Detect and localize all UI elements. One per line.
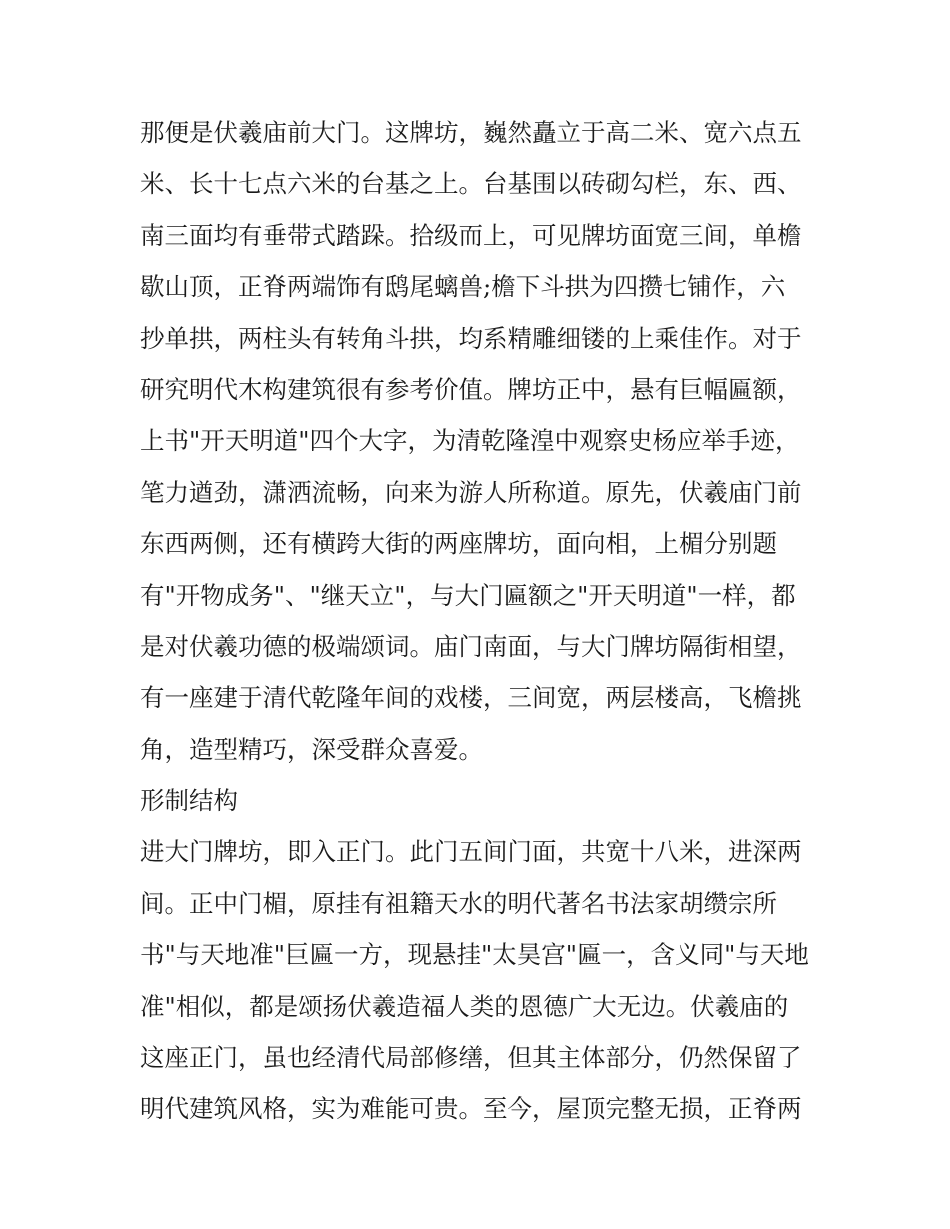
text-line: 米、长十七点六米的台基之上。台基围以砖砌勾栏，东、西、 <box>140 169 802 199</box>
text-line: 进大门牌坊，即入正门。此门五间门面，共宽十八米，进深两 <box>140 837 802 867</box>
section-heading: 形制结构 <box>140 786 238 816</box>
text-line: 明代建筑风格，实为难能可贵。至今，屋顶完整无损，正脊两 <box>140 1094 802 1124</box>
paragraph-2 <box>140 826 820 1134</box>
text-line: 上书"开天明道"四个大字，为清乾隆湟中观察史杨应举手迹， <box>140 426 800 456</box>
text-line: 笔力遒劲，潇洒流畅，向来为游人所称道。原先，伏羲庙门前 <box>140 477 802 507</box>
text-line: 南三面均有垂带式踏跺。拾级而上，可见牌坊面宽三间，单檐 <box>140 220 802 250</box>
text-line: 角，造型精巧，深受群众喜爱。 <box>140 734 483 764</box>
text-line: 是对伏羲功德的极端颂词。庙门南面，与大门牌坊隔街相望， <box>140 631 802 661</box>
text-line: 这座正门，虽也经清代局部修缮，但其主体部分，仍然保留了 <box>140 1043 802 1073</box>
text-line: 书"与天地准"巨匾一方，现悬挂"太昊宫"匾一，含义同"与天地 <box>140 940 809 970</box>
text-line: 歇山顶，正脊两端饰有鸱尾螭兽;檐下斗拱为四攒七铺作，六 <box>140 272 786 302</box>
text-line: 有"开物成务"、"继天立"，与大门匾额之"开天明道"一样，都 <box>140 580 796 610</box>
document-page <box>140 107 820 1135</box>
text-line: 那便是伏羲庙前大门。这牌坊，巍然矗立于高二米、宽六点五 <box>140 118 802 147</box>
text-line: 研究明代木构建筑很有参考价值。牌坊正中，悬有巨幅匾额， <box>140 374 802 404</box>
text-line: 有一座建于清代乾隆年间的戏楼，三间宽，两层楼高，飞檐挑 <box>140 683 802 713</box>
text-line: 东西两侧，还有横跨大街的两座牌坊，面向相，上楣分别题 <box>140 529 777 559</box>
paragraph-1 <box>140 107 820 775</box>
text-line: 抄单拱，两柱头有转角斗拱，均系精雕细镂的上乘佳作。对于 <box>140 323 802 353</box>
text-line: 准"相似，都是颂扬伏羲造福人类的恩德广大无边。伏羲庙的 <box>140 991 789 1021</box>
text-line: 间。正中门楣，原挂有祖籍天水的明代著名书法家胡缵宗所 <box>140 888 777 918</box>
